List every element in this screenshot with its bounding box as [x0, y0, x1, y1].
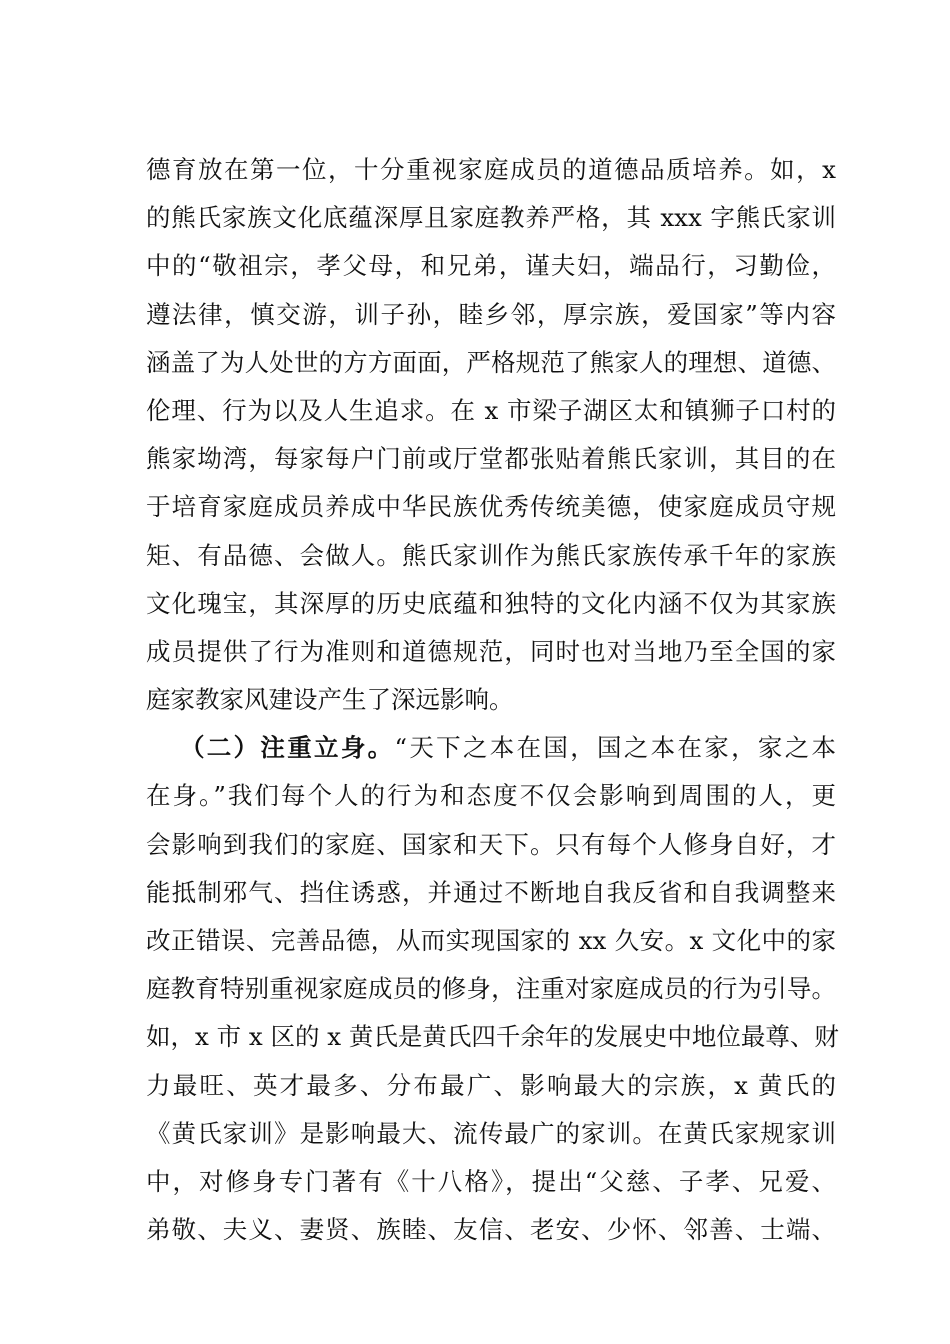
- text-fragment: “天下之本在国，国之本在家，家之本: [394, 733, 837, 763]
- text-line: 于培育家庭成员养成中华民族优秀传统美德，使家庭成员守规: [146, 492, 836, 522]
- text-line: 弟敬、夫义、妻贤、族睦、友信、老安、少怀、邻善、士端、: [146, 1215, 836, 1245]
- text-line: 涵盖了为人处世的方方面面，严格规范了熊家人的理想、道德、: [146, 347, 836, 377]
- text-line: 成员提供了行为准则和道德规范，同时也对当地乃至全国的家: [146, 636, 836, 666]
- text-line: 如，x 市 x 区的 x 黄氏是黄氏四千余年的发展史中地位最尊、财: [146, 1022, 839, 1052]
- text-line: 伦理、行为以及人生追求。在 x 市梁子湖区太和镇狮子口村的: [146, 395, 836, 425]
- text-line: 中的“敬祖宗，孝父母，和兄弟，谨夫妇，端品行，习勤俭，: [146, 251, 836, 281]
- text-line: 矩、有品德、会做人。熊氏家训作为熊氏家族传承千年的家族: [146, 540, 836, 570]
- text-line: 庭家教家风建设产生了深远影响。: [146, 685, 514, 715]
- paragraph-first-line: [146, 724, 836, 772]
- section-heading: （二）注重立身。: [180, 733, 395, 763]
- text-line: 《黄氏家训》是影响最大、流传最广的家训。在黄氏家规家训: [146, 1118, 836, 1148]
- text-line: 中，对修身专门著有《十八格》，提出“父慈、子孝、兄爱、: [146, 1166, 836, 1196]
- text-line: 改正错误、完善品德，从而实现国家的 xx 久安。x 文化中的家: [146, 926, 836, 955]
- text-line: 会影响到我们的家庭、国家和天下。只有每个人修身自好，才: [146, 829, 836, 859]
- text-line: 在身。”我们每个人的行为和态度不仅会影响到周围的人，更: [146, 781, 836, 811]
- text-line: 的熊氏家族文化底蕴深厚且家庭教养严格，其 xxx 字熊氏家训: [146, 203, 836, 233]
- text-line: 庭教育特别重视家庭成员的修身，注重对家庭成员的行为引导。: [146, 974, 836, 1004]
- text-line: 德育放在第一位，十分重视家庭成员的道德品质培养。如，x: [146, 155, 836, 184]
- text-line: 力最旺、英才最多、分布最广、影响最大的宗族，x 黄氏的: [146, 1070, 836, 1100]
- text-line: 能抵制邪气、挡住诱惑，并通过不断地自我反省和自我调整来: [146, 877, 836, 907]
- text-line: 遵法律，慎交游，训子孙，睦乡邻，厚宗族，爱国家”等内容: [146, 299, 836, 329]
- body-text: [146, 146, 839, 1254]
- text-line: 文化瑰宝，其深厚的历史底蕴和独特的文化内涵不仅为其家族: [146, 588, 836, 618]
- text-line: 熊家坳湾，每家每户门前或厅堂都张贴着熊氏家训，其目的在: [146, 444, 836, 474]
